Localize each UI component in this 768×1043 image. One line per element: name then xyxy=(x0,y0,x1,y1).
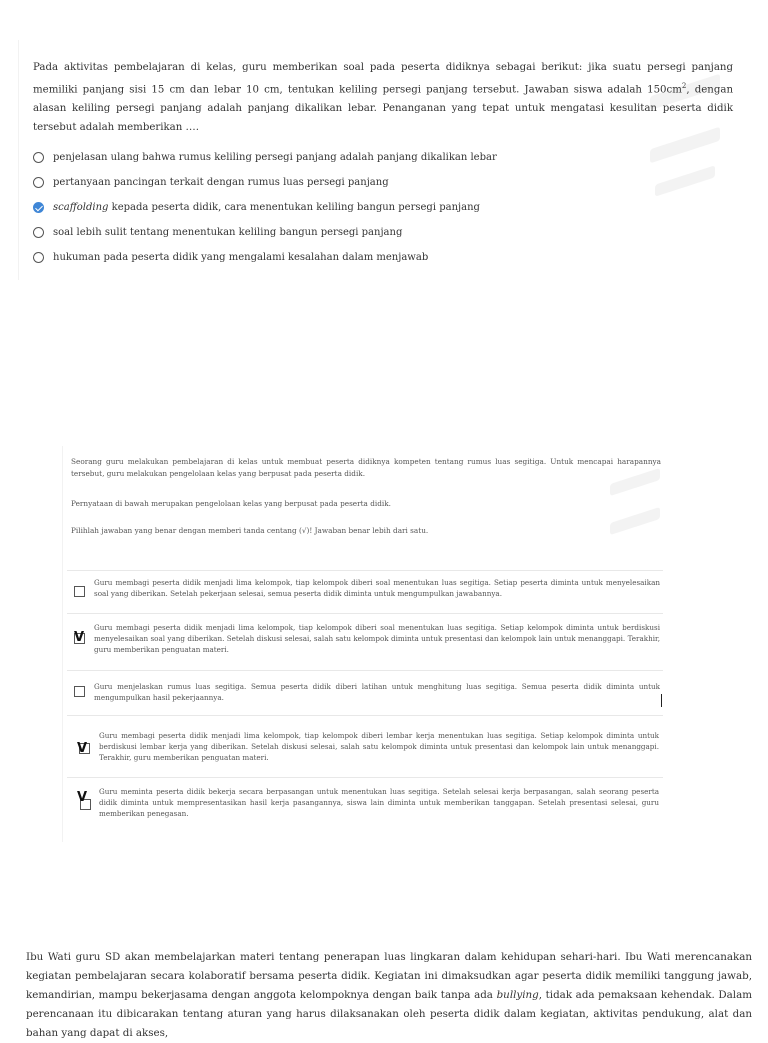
divider xyxy=(67,715,663,716)
divider xyxy=(67,777,663,778)
radio-option[interactable] xyxy=(33,170,497,195)
divider xyxy=(67,570,663,571)
question-3-stem: Ibu Wati guru SD akan membelajarkan materi tentang penerapan luas lingkaran dalam kehidupan sehari-hari. Ibu Wati merencanakan kegiatan pembelajaran secara kolaboratif bersama peserta didik. Kegiatan ini dimaksudkan agar peserta didik memiliki tanggung jawab, kemandirian, mampu bekerjasama dengan anggota kelompoknya dengan baik tanpa ada bullying, tidak ada pemaksaan kehendak. Dalam perencanaan itu dibicarakan tentang aturan yang harus dilaksanakan oleh peserta didik dalam kegiatan, aktivitas pendukung, alat dan bahan yang dapat di akses, xyxy=(26,951,752,1039)
radio-icon[interactable] xyxy=(33,252,44,263)
option-label: scaffolding kepada peserta didik, cara menentukan keliling bangun persegi panjang xyxy=(53,202,480,213)
radio-icon[interactable] xyxy=(33,177,44,188)
question-1-options xyxy=(33,145,497,270)
checkbox-item-2-label: Guru membagi peserta didik menjadi lima kelompok, tiap kelompok diberi soal menentukan luas segitiga. Setiap kelompok diminta untuk berdiskusi menyelesaikan soal yang diberikan. Setelah diskusi selesai, salah satu kelompok diminta untuk presentasi dan kelompok lain untuk menanggapi. Terakhir, guru memberikan penguatan materi. xyxy=(94,623,660,654)
checkbox-item-1[interactable] xyxy=(74,586,85,597)
check-mark-icon: V xyxy=(77,790,88,805)
radio-option[interactable] xyxy=(33,220,497,245)
radio-icon[interactable] xyxy=(33,227,44,238)
option-label: soal lebih sulit tentang menentukan keliling bangun persegi panjang xyxy=(53,227,403,238)
check-mark-icon: V xyxy=(77,741,88,756)
radio-option[interactable] xyxy=(33,145,497,170)
checkbox-item-4-label: Guru membagi peserta didik menjadi lima kelompok, tiap kelompok diberi lembar kerja menentukan luas segitiga. Setiap kelompok diminta untuk berdiskusi lembar kerja yang diberikan. Setelah diskusi selesai, salah satu kelompok diminta untuk presentasi dan kelompok lain untuk menanggapi. Terakhir, guru memberikan penguatan materi. xyxy=(99,731,659,762)
question-2-card xyxy=(62,446,663,842)
question-1-card xyxy=(18,40,741,280)
question-2-statement: Pernyataan di bawah merupakan pengelolaan kelas yang berpusat pada peserta didik. xyxy=(71,499,391,508)
option-label: hukuman pada peserta didik yang mengalami kesalahan dalam menjawab xyxy=(53,252,429,263)
divider xyxy=(67,613,663,614)
text-cursor xyxy=(661,694,662,707)
question-2-instruction: Pilihlah jawaban yang benar dengan memberi tanda centang (√)! Jawaban benar lebih dari satu. xyxy=(71,526,429,535)
question-1-stem: Pada aktivitas pembelajaran di kelas, guru memberikan soal pada peserta didiknya sebagai berikut: jika suatu persegi panjang memiliki panjang sisi 15 cm dan lebar 10 cm, tentukan keliling persegi panjang tersebut. Jawaban siswa adalah $150cm^2$, dengan alasan keliling persegi panjang adalah panjang dikalikan lebar. Penanganan yang tepat untuk mengatasi kesulitan peserta didik tersebut adalah memberikan …. xyxy=(33,62,734,134)
option-label: pertanyaan pancingan terkait dengan rumus luas persegi panjang xyxy=(53,177,389,188)
checkbox-item-3-label: Guru menjelaskan rumus luas segitiga. Semua peserta didik diberi latihan untuk menghitung luas segitiga. Semua peserta didik diminta untuk mengumpulkan hasil pekerjaannya. xyxy=(94,682,660,702)
checkbox-item-3[interactable] xyxy=(74,686,85,697)
checkbox-item-5-label: Guru meminta peserta didik bekerja secara berpasangan untuk menentukan luas segitiga. Setelah selesai kerja berpasangan, salah seorang peserta didik diminta untuk mempresentasikan hasil kerja pasangannya, siswa lain diminta untuk memberikan tanggapan. Setelah presentasi selesai, guru memberikan penegasan. xyxy=(99,787,659,818)
divider xyxy=(67,670,663,671)
radio-option-selected[interactable] xyxy=(33,195,497,220)
check-mark-icon: V xyxy=(74,630,85,645)
radio-option[interactable] xyxy=(33,245,497,270)
radio-icon[interactable] xyxy=(33,152,44,163)
question-2-stem: Seorang guru melakukan pembelajaran di kelas untuk membuat peserta didiknya kompeten tentang rumus luas segitiga. Untuk mencapai harapannya tersebut, guru melakukan pengelolaan kelas yang berpusat pada peserta didik. xyxy=(71,457,661,478)
option-label: penjelasan ulang bahwa rumus keliling persegi panjang adalah panjang dikalikan lebar xyxy=(53,152,497,163)
check-circle-icon[interactable] xyxy=(33,202,44,213)
checkbox-item-1-label: Guru membagi peserta didik menjadi lima kelompok, tiap kelompok diberi soal menentukan luas segitiga. Setiap peserta diminta untuk menyelesaikan soal yang diberikan. Setelah pekerjaan selesai, semua peserta didik diminta untuk mengumpulkan jawabannya. xyxy=(94,578,660,598)
